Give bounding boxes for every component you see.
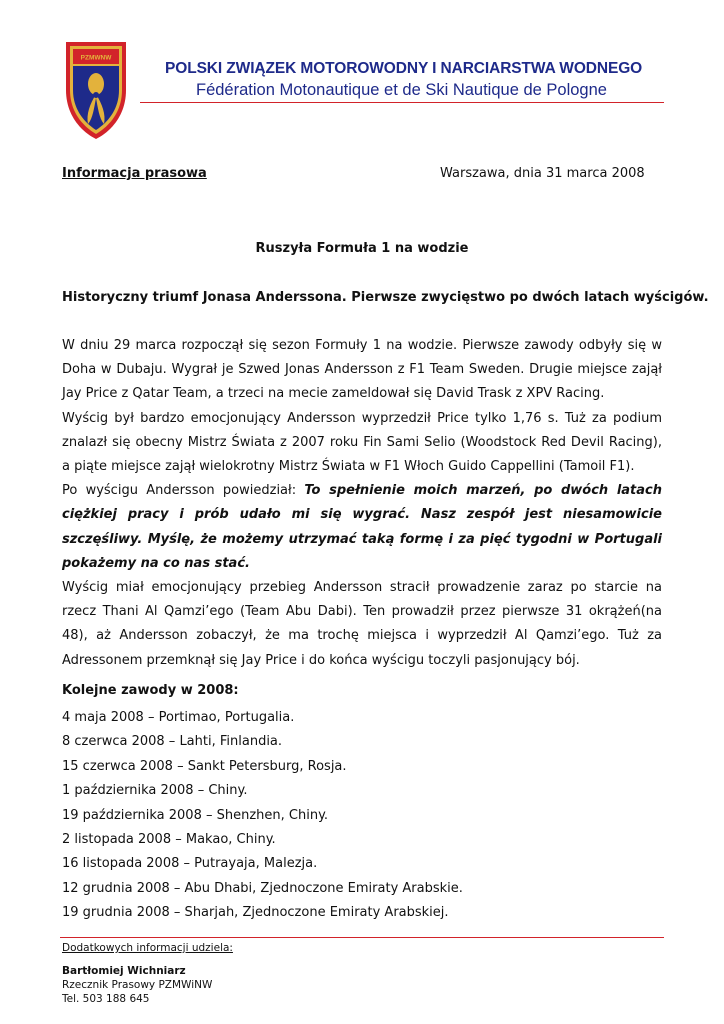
contact-role: Rzecznik Prasowy PZMWiNW [62,979,213,991]
org-name-pl: POLSKI ZWIĄZEK MOTOROWODNY I NARCIARSTWA WODNEGO [165,60,643,77]
list-item: 4 maja 2008 – Portimao, Portugalia. [62,710,295,725]
list-item: 1 października 2008 – Chiny. [62,783,248,799]
header-divider [140,102,664,103]
list-item: 16 listopada 2008 – Putrayaja, Malezja. [62,856,318,872]
list-item: 12 grudnia 2008 – Abu Dhabi, Zjednoczone Emiraty Arabskie. [62,880,463,896]
paragraph-2: Wyścig był bardzo emocjonujący Andersson wyprzedził Price tylko 1,76 s. Tuż za podium znalazł się obecny Mistrz Świata z 2007 roku Fin Sami Selio (Woodstock Red Devil Racing), a piąte miejsce zajął wielokrotny Mistrz Świata w F1 Włoch Guido Cappellini (Tamoil F1). [62,410,662,475]
paragraph-3 [62,479,662,576]
contact-name: Bartłomiej Wichniarz [62,965,186,977]
article-title: Ruszyła Formuła 1 na wodzie [255,241,469,256]
list-item: 19 grudnia 2008 – Sharjah, Zjednoczone Emiraty Arabskiej. [62,905,449,921]
list-item: 2 listopada 2008 – Makao, Chiny. [62,832,276,848]
contact-label: Dodatkowych informacji udziela: [62,942,233,954]
events-heading: Kolejne zawody w 2008: [62,683,239,698]
quote-text: To spełnienie moich marzeń, po dwóch latach ciężkiej pracy i prób udało mi się wygrać. Nasz zespół jest niesamowicie szczęśliwy. Myślę, że możemy utrzymać taką formę i za pięć tygodni w Portugali pokażemy na co nas stać. [62,483,662,571]
list-item: 15 czerwca 2008 – Sankt Petersburg, Rosja. [62,758,347,774]
paragraph-1: W dniu 29 marca rozpoczął się sezon Formuły 1 na wodzie. Pierwsze zawody odbyły się w Doha w Dubaju. Wygrał je Szwed Jonas Andersson z F1 Team Sweden. Drugie miejsce zajął Jay Price z Qatar Team, a trzeci na mecie zameldował się David Trask z XPV Racing. [62,338,662,402]
article-subtitle: Historyczny triumf Jonasa Anderssona. Pierwsze zwycięstwo po dwóch latach wyścigów. [62,290,709,305]
list-item: 19 października 2008 – Shenzhen, Chiny. [62,807,329,823]
federation-logo [60,38,132,142]
list-item: 8 czerwca 2008 – Lahti, Finlandia. [62,734,283,750]
quote-lead: Po wyścigu Andersson powiedział: [62,483,305,499]
date-line: Warszawa, dnia 31 marca 2008 [440,166,645,181]
article-body [62,334,662,673]
events-list [62,706,463,926]
footer-divider [60,937,664,938]
org-name-fr: Fédération Motonautique et de Ski Nautique de Pologne [196,81,607,99]
paragraph-4: Wyścig miał emocjonujący przebieg Andersson stracił prowadzenie zaraz po starcie na rzecz Thani Al Qamzi’ego (Team Abu Dabi). Ten prowadził przez pierwsze 31 okrążeń(na 48), aż Andersson zobaczył, że ma trochę miejsca i wyprzedził Al Qamzi’ego. Tuż za Adressonem przemknął się Jay Price i do końca wyścigu toczyli pasjonujący bój. [62,580,662,668]
logo-text: PZMWNW [80,54,112,62]
contact-phone: Tel. 503 188 645 [62,993,150,1005]
press-release-label: Informacja prasowa [62,166,207,181]
